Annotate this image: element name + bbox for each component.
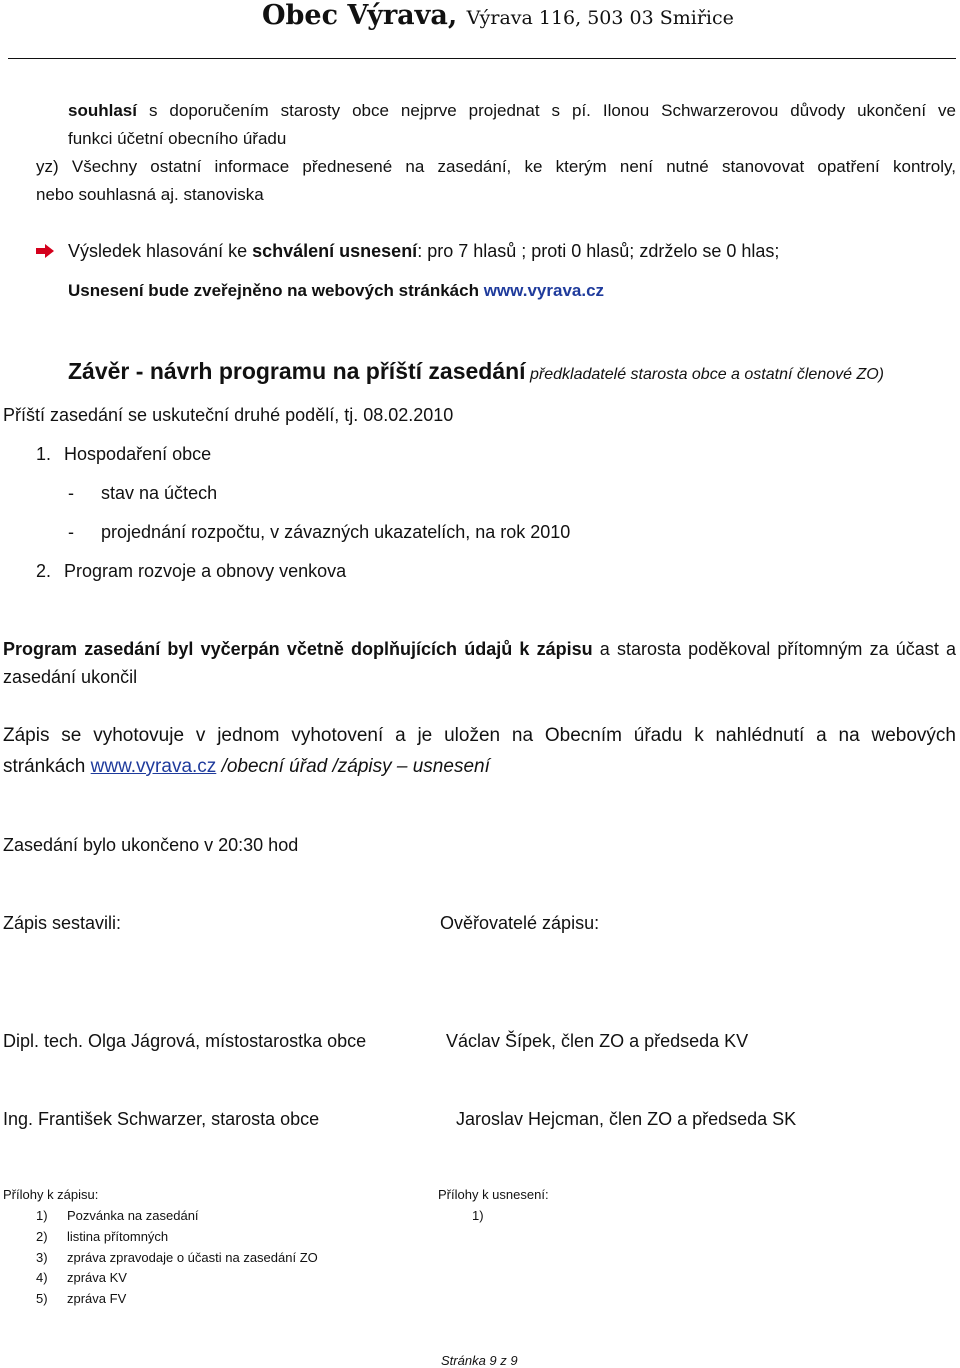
intro-line-2: funkci účetní obecního úřadu	[68, 129, 287, 148]
resolution-attachment-item	[472, 1208, 484, 1223]
program-item-number: 1.	[36, 444, 52, 464]
municipality-address: Výrava 116, 503 03 Smiřice	[466, 7, 734, 29]
publish-text: Usnesení bude zveřejněno na webových stránkách	[68, 281, 484, 300]
vote-counts: : pro 7 hlasů ; proti 0 hlasů; zdrželo se 0 hlas;	[417, 241, 780, 261]
subitem-dash: -	[68, 483, 74, 503]
attachment-text: listina přítomných	[67, 1229, 169, 1244]
program-subitem-2	[68, 522, 570, 543]
website-link[interactable]: www.vyrava.cz	[90, 756, 217, 777]
attachment-text: Pozvánka na zasedání	[67, 1208, 199, 1223]
attachment-number: 2)	[36, 1229, 48, 1244]
compiled-by-label: Zápis sestavili:	[3, 913, 122, 933]
publish-note	[68, 281, 604, 301]
verifiers-label: Ověřovatelé zápisu:	[440, 913, 600, 933]
attachment-item	[36, 1270, 127, 1285]
conclusion-heading	[68, 358, 884, 385]
intro-line-1-text: s doporučením starosty obce nejprve projednat s pí. Ilonou Schwarzerovou důvody ukončení ve	[136, 101, 956, 120]
municipality-name: Obec Výrava,	[262, 0, 458, 31]
record-attachments-label: Přílohy k zápisu:	[3, 1187, 99, 1202]
attachment-item	[36, 1250, 318, 1265]
signatory-right-2: Jaroslav Hejcman, člen ZO a předseda SK	[456, 1109, 797, 1129]
intro-line-4: nebo souhlasná aj. stanoviska	[36, 185, 264, 204]
subitem-text: projednání rozpočtu, v závazných ukazatelích, na rok 2010	[101, 522, 571, 542]
program-item-1	[36, 444, 211, 465]
arrow-right-icon	[35, 243, 55, 259]
signatory-left-1: Dipl. tech. Olga Jágrová, místostarostka obce	[3, 1031, 367, 1051]
attachment-text: zpráva KV	[67, 1270, 127, 1285]
intro-bold-word: souhlasí	[68, 101, 137, 120]
subitem-dash: -	[68, 522, 74, 542]
website-path: /obecní úřad /zápisy – usnesení	[216, 756, 490, 777]
vote-prefix: Výsledek hlasování ke	[68, 241, 253, 261]
closing-rest: a starosta poděkoval přítomným za účast a	[592, 639, 957, 659]
closing-line-2: zasedání ukončil	[3, 667, 138, 687]
program-item-number: 2.	[36, 561, 52, 581]
page-number: Stránka 9 z 9	[441, 1353, 518, 1368]
header-divider	[8, 58, 956, 59]
vote-result	[68, 241, 779, 262]
conclusion-title: Závěr - návrh programu na příští zasedání	[68, 358, 526, 384]
attachment-number: 4)	[36, 1270, 48, 1285]
closing-line-1	[3, 639, 956, 660]
attachment-number: 5)	[36, 1291, 48, 1306]
resolution-attachments-label: Přílohy k usnesení:	[438, 1187, 549, 1202]
signatory-left-2: Ing. František Schwarzer, starosta obce	[3, 1109, 320, 1129]
vote-approval: schválení usnesení	[252, 241, 418, 261]
attachment-text: zpráva FV	[67, 1291, 127, 1306]
attachment-text: zpráva zpravodaje o účasti na zasedání ZO	[67, 1250, 318, 1265]
meeting-ended: Zasedání bylo ukončeno v 20:30 hod	[3, 835, 299, 855]
closing-bold: Program zasedání byl vyčerpán včetně doplňujících údajů k zápisu	[3, 639, 593, 659]
record-storage-line-1: Zápis se vyhotovuje v jednom vyhotovení a je uložen na Obecním úřadu k nahlédnutí a na webových	[3, 725, 956, 746]
resolution-attachment-number: 1)	[472, 1208, 484, 1223]
municipality-title	[262, 0, 734, 31]
attachment-item	[36, 1291, 127, 1306]
intro-line-1	[68, 101, 956, 121]
next-meeting: Příští zasedání se uskuteční druhé podělí, tj. 08.02.2010	[3, 405, 454, 425]
subitem-text: stav na účtech	[101, 483, 218, 503]
attachment-number: 3)	[36, 1250, 48, 1265]
record-storage-line-2	[3, 756, 490, 778]
program-item-text: Program rozvoje a obnovy venkova	[64, 561, 347, 581]
publish-link[interactable]: www.vyrava.cz	[483, 281, 605, 300]
program-item-2	[36, 561, 346, 582]
intro-line-3: yz) Všechny ostatní informace přednesené na zasedání, ke kterým není nutné stanovovat opatření kontroly,	[36, 157, 956, 176]
attachment-item	[36, 1229, 169, 1244]
program-subitem-1	[68, 483, 217, 504]
attachment-item	[36, 1208, 199, 1223]
signatory-right-1: Václav Šípek, člen ZO a předseda KV	[446, 1031, 749, 1051]
attachment-number: 1)	[36, 1208, 48, 1223]
record-storage-prefix: stránkách	[3, 756, 91, 777]
program-item-text: Hospodaření obce	[64, 444, 212, 464]
conclusion-note: předkladatelé starosta obce a ostatní členové ZO)	[530, 366, 885, 383]
